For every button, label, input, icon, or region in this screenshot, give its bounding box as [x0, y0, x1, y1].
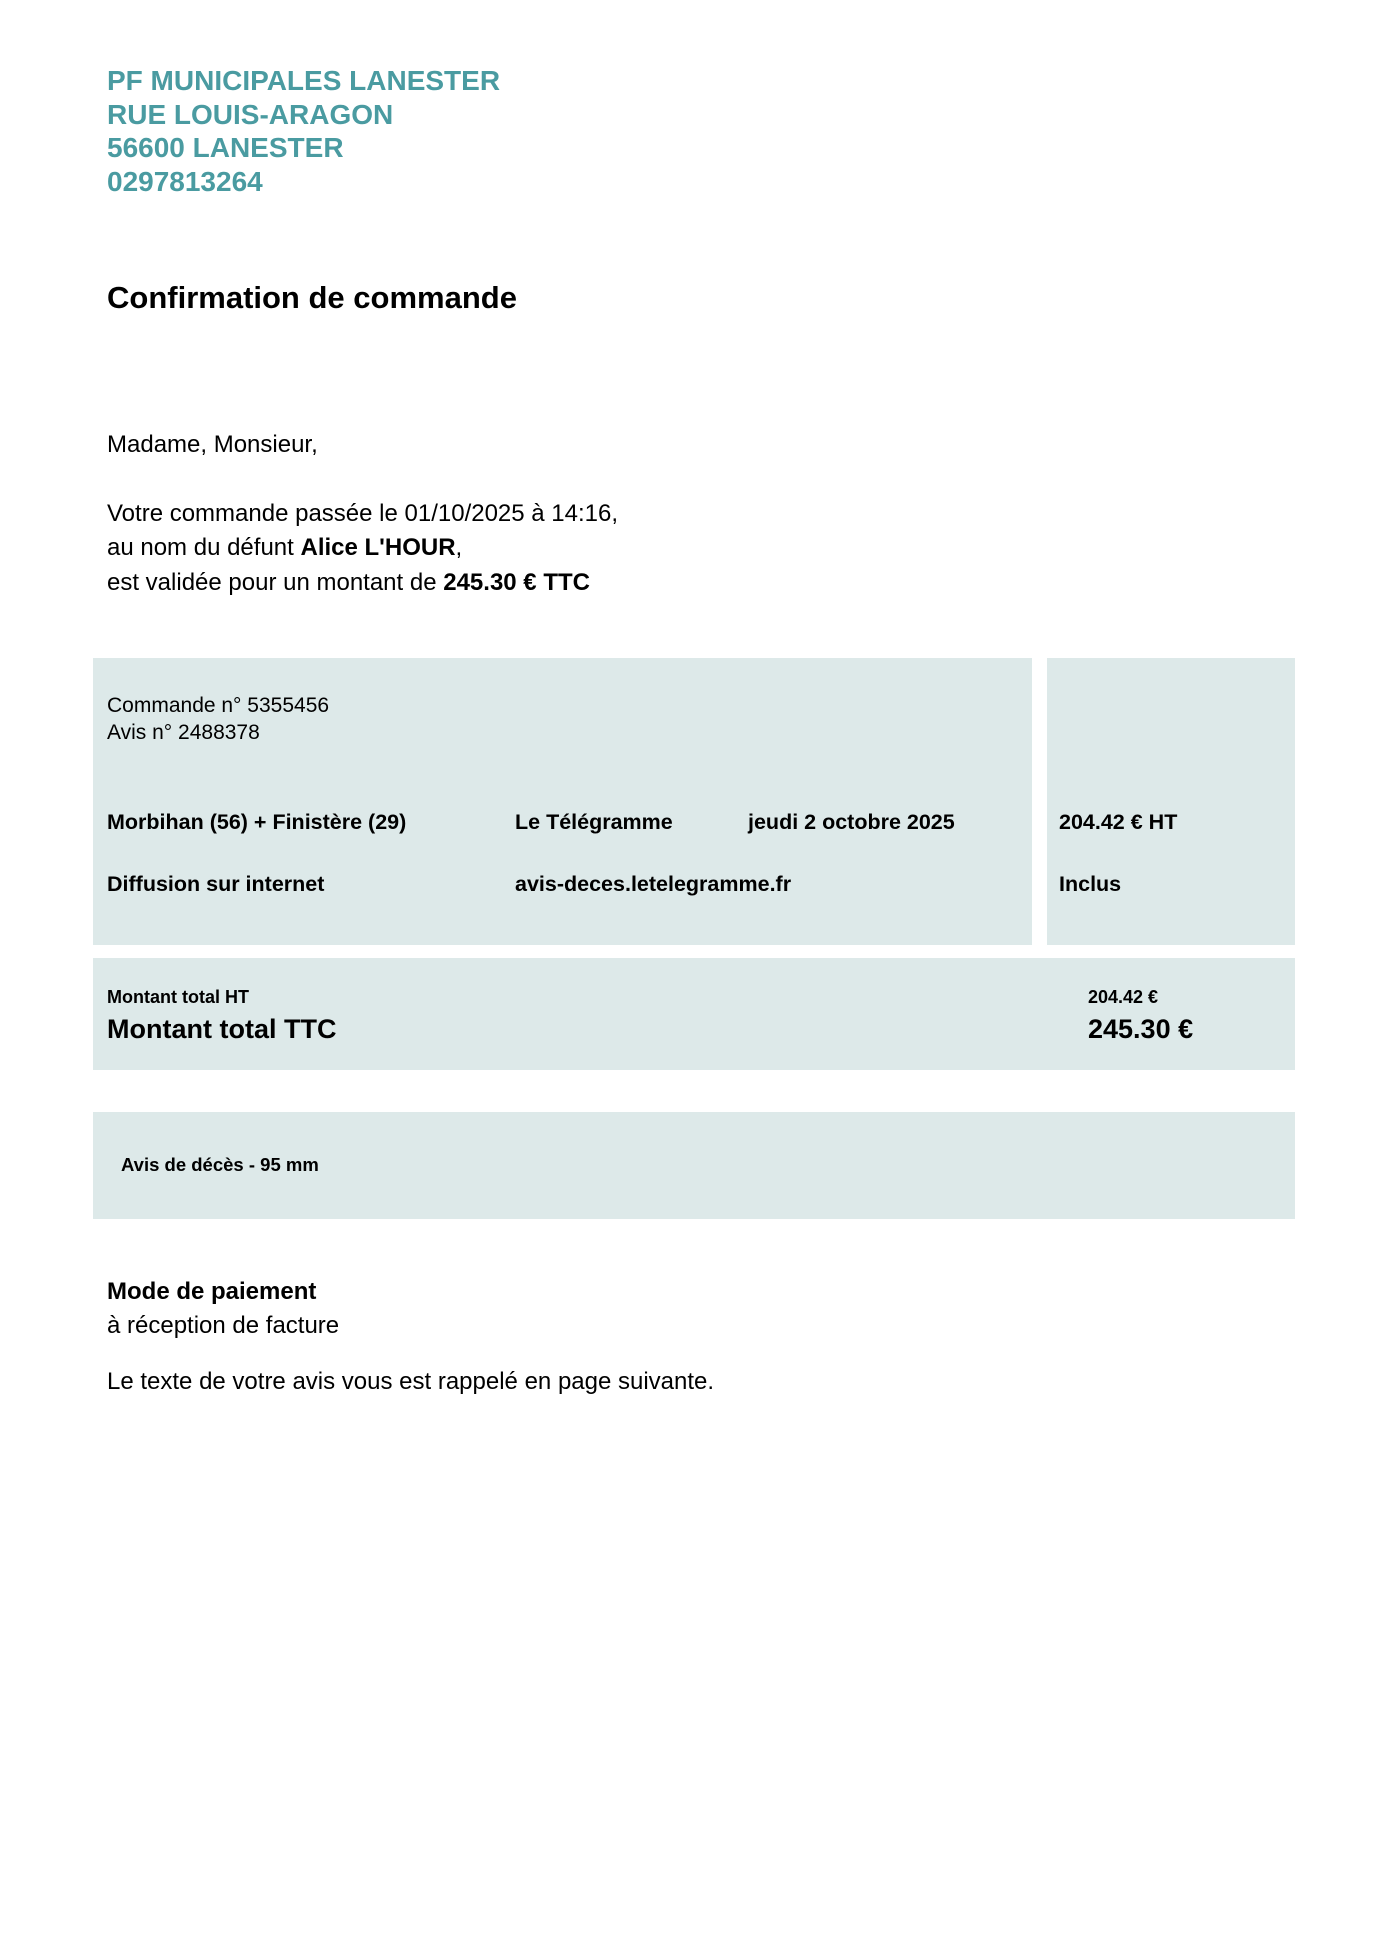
- letter-line-amount-prefix: est validée pour un montant de: [107, 568, 444, 596]
- notice-format-label: Avis de décès - 95 mm: [121, 1154, 319, 1175]
- row-2-price: Inclus: [1059, 872, 1122, 896]
- letter-line-deceased-suffix: ,: [455, 534, 463, 561]
- letter-amount-ttc: 245.30 € TTC: [443, 568, 590, 596]
- deceased-name: Alice L'HOUR: [300, 534, 456, 561]
- totals-box: [93, 958, 1295, 1070]
- letter-body: [107, 428, 618, 600]
- sender-city: 56600 LANESTER: [107, 132, 344, 163]
- notice-text-reminder: Le texte de votre avis vous est rappelé en page suivante.: [107, 1368, 715, 1395]
- row-1-date: jeudi 2 octobre 2025: [748, 810, 955, 834]
- order-references: [107, 692, 329, 746]
- order-number: Commande n° 5355456: [107, 694, 330, 717]
- row-1-publication: Le Télégramme: [515, 810, 673, 834]
- letter-line-deceased: [107, 531, 618, 566]
- order-price-box: [1047, 658, 1295, 945]
- total-ht-value: 204.42 €: [1088, 987, 1159, 1007]
- page-title: Confirmation de commande: [107, 280, 517, 315]
- payment-section: [107, 1275, 339, 1343]
- row-2-publication: avis-deces.letelegramme.fr: [515, 872, 792, 896]
- total-ttc-label: Montant total TTC: [107, 1014, 337, 1044]
- notice-number: Avis n° 2488378: [107, 721, 260, 744]
- letter-line-order-date: Votre commande passée le 01/10/2025 à 14:16,: [107, 499, 619, 527]
- letter-line-amount: [107, 566, 618, 601]
- row-1-price: 204.42 € HT: [1059, 810, 1178, 834]
- total-ttc-value: 245.30 €: [1088, 1014, 1194, 1044]
- payment-method: à réception de facture: [107, 1312, 340, 1339]
- letter-line-deceased-prefix: au nom du défunt: [107, 534, 301, 561]
- sender-street: RUE LOUIS-ARAGON: [107, 98, 394, 130]
- row-1-zone: Morbihan (56) + Finistère (29): [107, 810, 407, 834]
- sender-name: PF MUNICIPALES LANESTER: [107, 65, 501, 96]
- notice-format-box: [93, 1112, 1295, 1219]
- payment-title: Mode de paiement: [107, 1278, 317, 1305]
- sender-phone: 0297813264: [107, 165, 263, 197]
- letter-greeting: Madame, Monsieur,: [107, 431, 318, 458]
- order-details-box: [93, 658, 1032, 945]
- sender-address: [107, 64, 500, 198]
- total-ht-label: Montant total HT: [107, 987, 249, 1007]
- row-2-zone: Diffusion sur internet: [107, 872, 325, 896]
